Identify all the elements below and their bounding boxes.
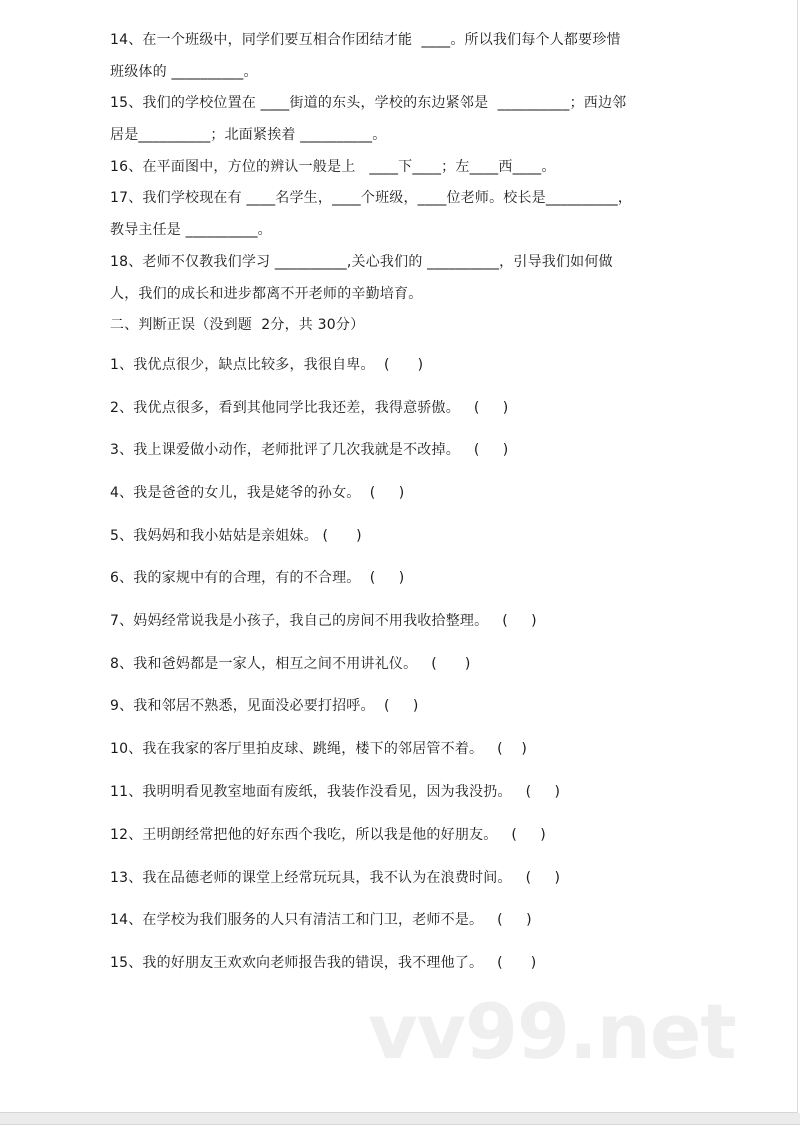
fill-blank-line: 人，我们的成长和进步都离不开老师的辛勤培育。 [110,286,423,302]
true-false-question: 13、我在品德老师的课堂上经常玩玩具，我不认为在浪费时间。 ( ) [110,870,561,886]
fill-blank-line: 18、老师不仅教我们学习 __________,关心我们的 __________，引导我们如何做 [110,254,613,270]
fill-blank-line: 居是__________；北面紧挨着 __________。 [110,127,387,143]
page-separator [0,1113,800,1125]
true-false-question: 5、我妈妈和我小姑姑是亲姐妹。 ( ) [110,528,362,544]
fill-blank-line: 16、在平面图中，方位的辨认一般是上 ____下____；左____西____。 [110,159,556,175]
fill-blank-line: 17、我们学校现在有 ____名学生，____个班级，____位老师。校长是__________， [110,190,633,206]
fill-blank-line: 15、我们的学校位置在 ____街道的东头，学校的东边紧邻是 __________；西边邻 [110,95,627,111]
true-false-question: 11、我明明看见教室地面有废纸，我装作没看见，因为我没扔。 ( ) [110,784,561,800]
true-false-question: 8、我和爸妈都是一家人，相互之间不用讲礼仪。 ( ) [110,656,471,672]
fill-blank-line: 班级体的 __________。 [110,64,258,80]
true-false-question: 15、我的好朋友王欢欢向老师报告我的错误，我不理他了。 ( ) [110,955,537,971]
true-false-question: 10、我在我家的客厅里拍皮球、跳绳，楼下的邻居管不着。 ( ) [110,741,528,757]
true-false-question: 3、我上课爱做小动作，老师批评了几次我就是不改掉。 ( ) [110,442,509,458]
true-false-question: 2、我优点很多，看到其他同学比我还差，我得意骄傲。 ( ) [110,400,509,416]
true-false-question: 7、妈妈经常说我是小孩子，我自己的房间不用我收拾整理。 ( ) [110,613,537,629]
watermark: vv99.net [368,987,736,1076]
true-false-question: 4、我是爸爸的女儿，我是姥爷的孙女。 ( ) [110,485,405,501]
true-false-question: 9、我和邻居不熟悉，见面没必要打招呼。 ( ) [110,698,419,714]
true-false-question: 14、在学校为我们服务的人只有清洁工和门卫，老师不是。 ( ) [110,912,532,928]
next-page-edge [0,1125,797,1137]
section-heading: 二、判断正误（没到题 2分，共 30分） [110,317,365,333]
true-false-question: 6、我的家规中有的合理，有的不合理。 ( ) [110,570,405,586]
true-false-question: 1、我优点很少，缺点比较多，我很自卑。 ( ) [110,357,424,373]
fill-blank-line: 14、在一个班级中，同学们要互相合作团结才能 ____。所以我们每个人都要珍惜 [110,32,621,48]
true-false-question: 12、王明朗经常把他的好东西个我吃，所以我是他的好朋友。 ( ) [110,827,546,843]
fill-blank-line: 教导主任是 __________。 [110,222,272,238]
